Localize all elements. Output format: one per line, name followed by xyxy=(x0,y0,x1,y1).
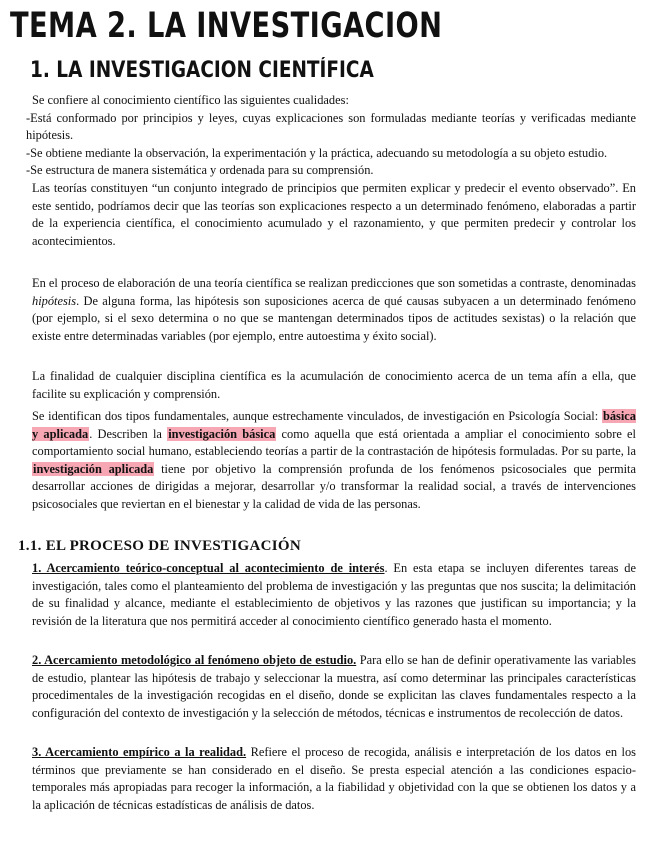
intro-block xyxy=(26,92,636,250)
step-2 xyxy=(26,652,636,722)
step-2-text: Para ello se han de definir operativamente las variables de estudio, plantear las hipótesis de trabajo y seleccionar la muestra, así como determinar las principales características procedimentales de la investigación recogidas en el diseño, donde se explicitan las claves fundamentales respecto a la configuración del contexto de investigación y la selección de métodos, técnicas e instrumentos de recolección de datos. xyxy=(32,653,636,720)
step-1-title: 1. Acercamiento teórico-conceptual al acontecimiento de interés xyxy=(32,561,385,575)
hypothesis-paragraph xyxy=(26,275,636,345)
quality-item-2: -Se obtiene mediante la observación, la experimentación y la práctica, adecuando su metodología a su objeto estudio. xyxy=(26,145,608,160)
types-block xyxy=(26,408,636,514)
quality-item-1: -Está conformado por principios y leyes, cuyas explicaciones son formuladas mediante teorías y verificadas mediante hipótesis. xyxy=(26,110,636,143)
step-1 xyxy=(26,560,636,630)
purpose-paragraph: La finalidad de cualquier disciplina científica es la acumulación de conocimiento acerca de un tema afín a ella, que facilite su explicación y comprensión. xyxy=(32,369,636,401)
step-1-block xyxy=(26,560,636,630)
theories-paragraph: Las teorías constituyen “un conjunto integrado de principios que permiten explicar y predecir el evento observado”. En este sentido, podríamos decir que las teorías son explicaciones respecto a un determinado fenómeno, elaboradas a partir de la experiencia científica, el conocimiento acumulado y el razonamiento, y que permiten predecir y controlar los acontecimientos. xyxy=(32,180,636,248)
step-2-title: 2. Acercamiento metodológico al fenómeno objeto de estudio. xyxy=(32,653,357,667)
hypothesis-block xyxy=(26,275,636,345)
hypothesis-term: hipótesis xyxy=(32,293,77,308)
process-heading: 1.1. EL PROCESO DE INVESTIGACIÓN xyxy=(18,538,301,554)
highlight-basic-research: investigación básica xyxy=(168,426,276,441)
hypothesis-text-1: En el proceso de elaboración de una teoría científica se realizan predicciones que son sometidas a contraste, denominadas xyxy=(32,276,636,290)
types-text-2: . Describen la xyxy=(89,426,168,441)
step-1-text: . En esta etapa se incluyen diferentes tareas de investigación, tales como el planteamiento del problema de investigación y las preguntas que nos suscita; la delimitación de su finalidad y alcance, mediante el establecimiento de objetivos y las razones que justifican su importancia; y la revisión de la literatura que nos permitirá acceder al conocimiento científico generado hasta el momento. xyxy=(32,561,636,628)
hypothesis-text-2: . De alguna forma, las hipótesis son suposiciones acerca de qué causas subyacen a un determinado fenómeno (por ejemplo, si el sexo determina o no que se mantengan determinados tipos de actitudes sexistas) o la relación que existe entre determinadas variables (por ejemplo, entre autoestima y éxito social). xyxy=(32,293,636,343)
step-3-title: 3. Acercamiento empírico a la realidad. xyxy=(32,745,247,759)
types-text-1: Se identifican dos tipos fundamentales, aunque estrechamente vinculados, de investigación en Psicología Social: xyxy=(32,409,602,423)
types-paragraph xyxy=(26,408,636,514)
step-3-text: Refiere el proceso de recogida, análisis e interpretación de los datos en los términos que previamente se han considerado en el diseño. Se presta especial atención a las condiciones espacio-temporales más apropiadas para recoger la información, a la fiabilidad y objetividad con la que se obtienen los datos y a la aplicación de técnicas estadísticas de análisis de datos. xyxy=(32,745,636,812)
step-3 xyxy=(26,744,636,814)
highlight-basic-applied: básica y aplicada xyxy=(32,409,636,441)
quality-item-3: -Se estructura de manera sistemática y ordenada para su comprensión. xyxy=(26,163,374,178)
section-title: 1. LA INVESTIGACION CIENTÍFICA xyxy=(30,58,374,83)
types-text-3: como aquella que está orientada a ampliar el conocimiento sobre el comportamiento social humano, estableciendo teorías a partir de la contrastación de hipótesis formuladas. Por su parte, la xyxy=(32,426,637,459)
step-3-block xyxy=(26,744,636,814)
step-2-block xyxy=(26,652,636,722)
document-title: TEMA 2. LA INVESTIGACION xyxy=(10,6,443,46)
types-text-4: tiene por objetivo la comprensión profunda de los fenómenos psicosociales que permita desarrollar acciones de dirigidas a mejorar, desarrollar y/o transformar la realidad social, a través de intervenciones psicosociales que reviertan en el bienestar y la calidad de vida de las personas. xyxy=(32,461,636,511)
intro-lead: Se confiere al conocimiento científico las siguientes cualidades: xyxy=(32,93,349,107)
purpose-block xyxy=(26,368,636,403)
highlight-applied-research: investigación aplicada xyxy=(33,461,154,476)
